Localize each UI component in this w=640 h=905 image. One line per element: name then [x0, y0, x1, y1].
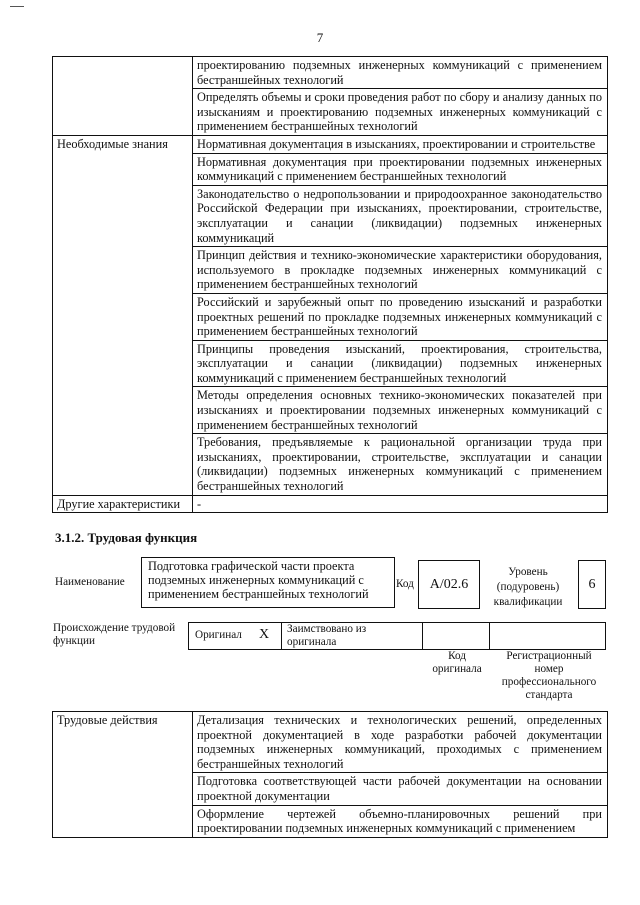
- function-name-box: Подготовка графической части проекта подземных инженерных коммуникаций с применением бестраншейных технологий: [141, 557, 395, 608]
- table-cell: Российский и зарубежный опыт по проведению изысканий и разработки проектных решений по прокладке подземных инженерных коммуникаций с применением бестраншейных технологий: [193, 293, 608, 340]
- table-row: [53, 57, 608, 89]
- level-value: 6: [588, 577, 596, 592]
- table-cell: Нормативная документация при проектировании подземных инженерных коммуникаций с применением бестраншейных технологий: [193, 153, 608, 185]
- original-code-cell: [423, 623, 490, 649]
- original-mark: X: [259, 627, 270, 642]
- page-number: 7: [316, 30, 324, 45]
- original-code-caption: Код оригинала: [432, 650, 482, 675]
- code-label: Код: [396, 578, 414, 590]
- knowledge-table: [52, 56, 608, 513]
- reg-number-cell: [490, 623, 605, 649]
- section-title: 3.1.2. Трудовая функция: [55, 530, 198, 545]
- code-box: [418, 560, 480, 609]
- table-row: [53, 495, 608, 513]
- level-label: Уровень (подуровень) квалификации: [493, 566, 563, 608]
- table-cell: Требования, предъявляемые к рациональной организации труда при изысканиях, проектировании, строительстве, эксплуатации и санации (ликвидации) подземных инженерных коммуникаций с применением бестраншейных технологий: [193, 434, 608, 495]
- row-label: [53, 57, 193, 136]
- original-label: Оригинал: [195, 629, 242, 641]
- actions-table: [52, 711, 608, 838]
- table-cell: Законодательство о недропользовании и природоохранное законодательство Российской Федерации при изысканиях, проектировании, строительстве, эксплуатации и санации (ликвидации) подземных инженерных коммуникаций: [193, 185, 608, 246]
- row-label-other: Другие характеристики: [53, 495, 193, 513]
- origin-row: [188, 622, 606, 650]
- original-cell: [189, 623, 282, 649]
- table-cell: Оформление чертежей объемно-планировочных решений при проектировании подземных инженерных коммуникаций с применением: [193, 805, 608, 837]
- reg-number-caption: Регистрационный номер профессионального стандарта: [501, 650, 597, 701]
- row-label-knowledge: Необходимые знания: [53, 135, 193, 495]
- code-value: А/02.6: [429, 577, 469, 592]
- borrowed-label: Заимствовано из оригинала: [287, 623, 367, 648]
- table-row: [53, 712, 608, 773]
- table-cell: -: [193, 495, 608, 513]
- table-cell: Детализация технических и технологических решений, определенных проектной документацией в ходе разработки рабочей документации подземных инженерных коммуникаций, проходимых с применением бестраншейных технологий: [193, 712, 608, 773]
- name-label: Наименование: [55, 576, 125, 588]
- table-cell: Подготовка соответствующей части рабочей документации на основании проектной документации: [193, 773, 608, 805]
- table-cell: Нормативная документация в изысканиях, проектировании и строительстве: [193, 135, 608, 153]
- table-cell: Методы определения основных технико-экономических показателей при изысканиях и проектировании подземных инженерных коммуникаций с применением бестраншейных технологий: [193, 387, 608, 434]
- borrowed-cell: [282, 623, 423, 649]
- level-box: [578, 560, 606, 609]
- table-cell: Принципы проведения изысканий, проектирования, строительства, эксплуатации и санации (ликвидации) подземных инженерных коммуникаций с применением бестраншейных технологий: [193, 340, 608, 387]
- table-cell: Принцип действия и технико-экономические характеристики оборудования, используемого в прокладке подземных инженерных коммуникаций с применением бестраншейных технологий: [193, 247, 608, 294]
- table-row: [53, 135, 608, 153]
- origin-label: Происхождение трудовой функции: [53, 622, 176, 647]
- table-cell: проектированию подземных инженерных коммуникаций с применением бестраншейных технологий: [193, 57, 608, 89]
- row-label-actions: Трудовые действия: [53, 712, 193, 838]
- table-cell: Определять объемы и сроки проведения работ по сбору и анализу данных по изысканиям и проектированию подземных инженерных коммуникаций с применением бестраншейных технологий: [193, 89, 608, 136]
- scan-mark: [10, 6, 24, 7]
